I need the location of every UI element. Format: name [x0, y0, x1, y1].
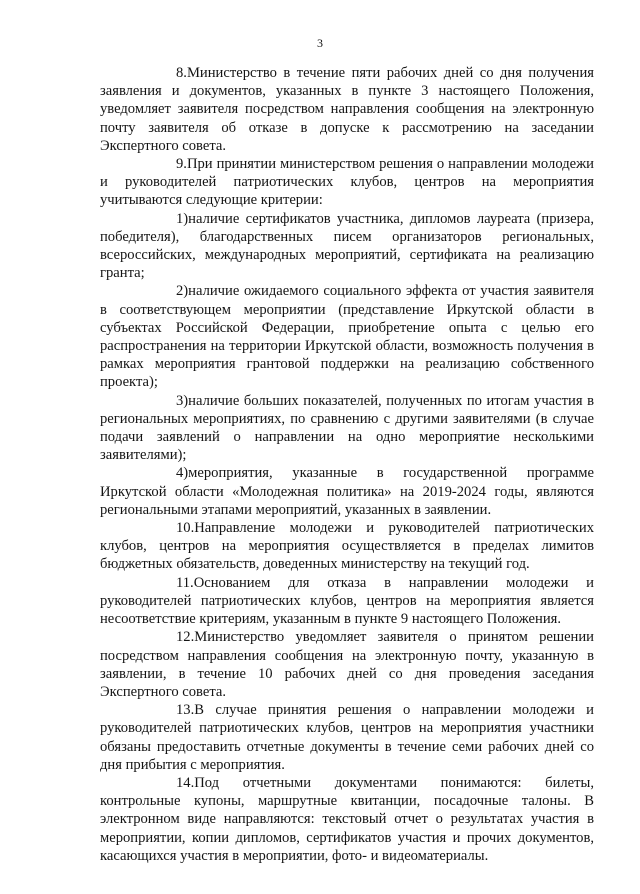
paragraph-9 [100, 155, 594, 210]
paragraph-text: Министерство уведомляет заявителя о принятом решении посредством направления сообщения на электронную почту, указанную в заявлении, в течение 10 рабочих дней со дня проведения заседания Экспертного совета. [100, 629, 594, 700]
paragraph-text: Министерство в течение пяти рабочих дней со дня получения заявления и документов, указанных в пункте 3 настоящего Положения, уведомляет заявителя посредством направления сообщения на электронную почту заявителя об отказе в допуске к рассмотрению на заседании Экспертного совета. [100, 65, 594, 154]
criterion-number: 2) [176, 283, 189, 300]
paragraph-8 [100, 64, 594, 155]
criterion-4 [100, 464, 594, 519]
paragraph-text: В случае принятия решения о направлении молодежи и руководителей патриотических клубов, центров на мероприятия участники обязаны предоставить отчетные документы в течение семи рабочих дней со дня прибытия с мероприятия. [100, 702, 594, 773]
paragraph-11 [100, 574, 594, 629]
paragraph-10 [100, 519, 594, 574]
paragraph-text: Направление молодежи и руководителей патриотических клубов, центров на мероприятия осуществляется в пределах лимитов бюджетных обязательств, доведенных министерству на текущий год. [100, 520, 594, 573]
paragraph-number: 14. [176, 774, 195, 791]
paragraph-text: Основанием для отказа в направлении молодежи и руководителей патриотических клубов, центров на мероприятия является несоответствие критериям, указанным в пункте 9 настоящего Положения. [100, 574, 594, 628]
criterion-text: наличие сертификатов участника, дипломов лауреата (призера, победителя), благодарственных писем организаторов региональных, всероссийских, международных мероприятий, сертификата на реализацию гранта; [100, 210, 594, 282]
criterion-text: наличие ожидаемого социального эффекта от участия заявителя в соответствующем мероприятии (представление Иркутской области в субъектах Российской Федерации, приобретение опыта с целью его распространения на территории Иркутской области, возможность получения в рамках мероприятия грантовой поддержки на реализацию собственного проекта); [100, 283, 594, 391]
paragraph-14 [100, 774, 594, 865]
paragraph-number: 10. [176, 520, 195, 537]
paragraph-12 [100, 628, 594, 701]
paragraph-number: 11. [176, 574, 194, 591]
criterion-1 [100, 210, 594, 283]
document-body [100, 64, 594, 865]
paragraph-13 [100, 701, 594, 774]
paragraph-text: Под отчетными документами понимаются: билеты, контрольные купоны, маршрутные квитанции, посадочные талоны. В электронном виде направляются: текстовый отчет о результатах участия в мероприятии, копии дипломов, сертификатов участия и прочих документов, касающихся участия в мероприятии, фото- и видеоматериалы. [100, 774, 594, 864]
criterion-number: 1) [176, 210, 189, 227]
paragraph-number: 12. [176, 629, 195, 646]
paragraph-number: 9. [176, 156, 187, 173]
criterion-2 [100, 282, 594, 391]
paragraph-number: 13. [176, 702, 195, 719]
page-number: 3 [317, 36, 323, 50]
criterion-text: мероприятия, указанные в государственной программе Иркутской области «Молодежная политика» на 2019-2024 годы, являются региональными этапами мероприятий, указанных в заявлении. [100, 465, 594, 518]
criterion-text: наличие больших показателей, полученных по итогам участия в региональных мероприятиях, по сравнению с другими заявителями (в случае подачи заявлений о направлении на одно мероприятие несколькими заявителями); [100, 392, 594, 464]
criterion-3 [100, 392, 594, 465]
paragraph-text: При принятии министерством решения о направлении молодежи и руководителей патриотических клубов, центров на мероприятия учитываются следующие критерии: [100, 156, 594, 209]
criterion-number: 3) [176, 392, 189, 409]
criterion-number: 4) [176, 465, 189, 482]
paragraph-number: 8. [176, 65, 187, 81]
